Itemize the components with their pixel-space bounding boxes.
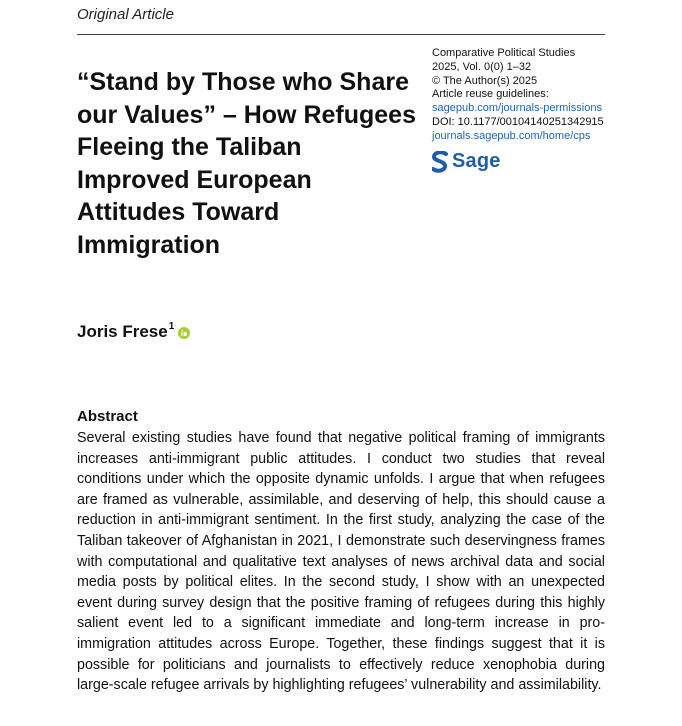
article-type-label: Original Article [77, 6, 174, 23]
journal-volume: 2025, Vol. 0(0) 1–32 [432, 60, 532, 73]
reuse-link[interactable]: sagepub.com/journals-permissions [432, 102, 602, 115]
author-name: Joris Frese [77, 322, 168, 341]
sage-logo-text: Sage [452, 150, 501, 172]
journal-name: Comparative Political Studies [432, 47, 576, 59]
doi-line: DOI: 10.1177/00104140251342915 [432, 115, 604, 128]
abstract-text: Several existing studies have found that negative political framing of immigrants increases anti-immigrant public attitudes. I conduct two studies that reveal conditions under which the opposite dynamic unfolds. I argue that when refugees are framed as vulnerable, assimilable, and deserving of help, this should cause a reduction in anti-immigrant sentiment. In the first study, analyzing the case of the Taliban takeover of Afghanistan in 2021, I demonstrate such deservingness frames with computational and qualitative text analyses of news archival data and social media posts by political elites. In the second study, I show with an unexpected event during survey design that the positive framing of refugees during this highly salient event led to a significant immediate and long-term increase in pro-immigration attitudes across Europe. Together, these findings suggest that it is possible for politicians and journalists to effectively reduce xenophobia during large-scale refugee arrivals by highlighting refugees’ vulnerability and assimilability. [77, 430, 605, 694]
author-line [77, 322, 190, 342]
reuse-label: Article reuse guidelines: [432, 88, 549, 101]
journal-meta [432, 47, 622, 144]
affiliation-mark: 1 [168, 321, 175, 332]
header-rule [77, 34, 605, 35]
orcid-icon[interactable] [178, 327, 190, 339]
sage-logo[interactable] [432, 150, 501, 173]
journal-link[interactable]: journals.sagepub.com/home/cps [432, 129, 591, 142]
abstract-heading: Abstract [77, 408, 138, 425]
article-title: “Stand by Those who Share our Values” – How Refugees Fleeing the Taliban Improved European Attitudes Toward Immigration [77, 68, 416, 259]
sage-mark-icon [432, 151, 448, 173]
copyright-line: © The Author(s) 2025 [432, 74, 538, 87]
